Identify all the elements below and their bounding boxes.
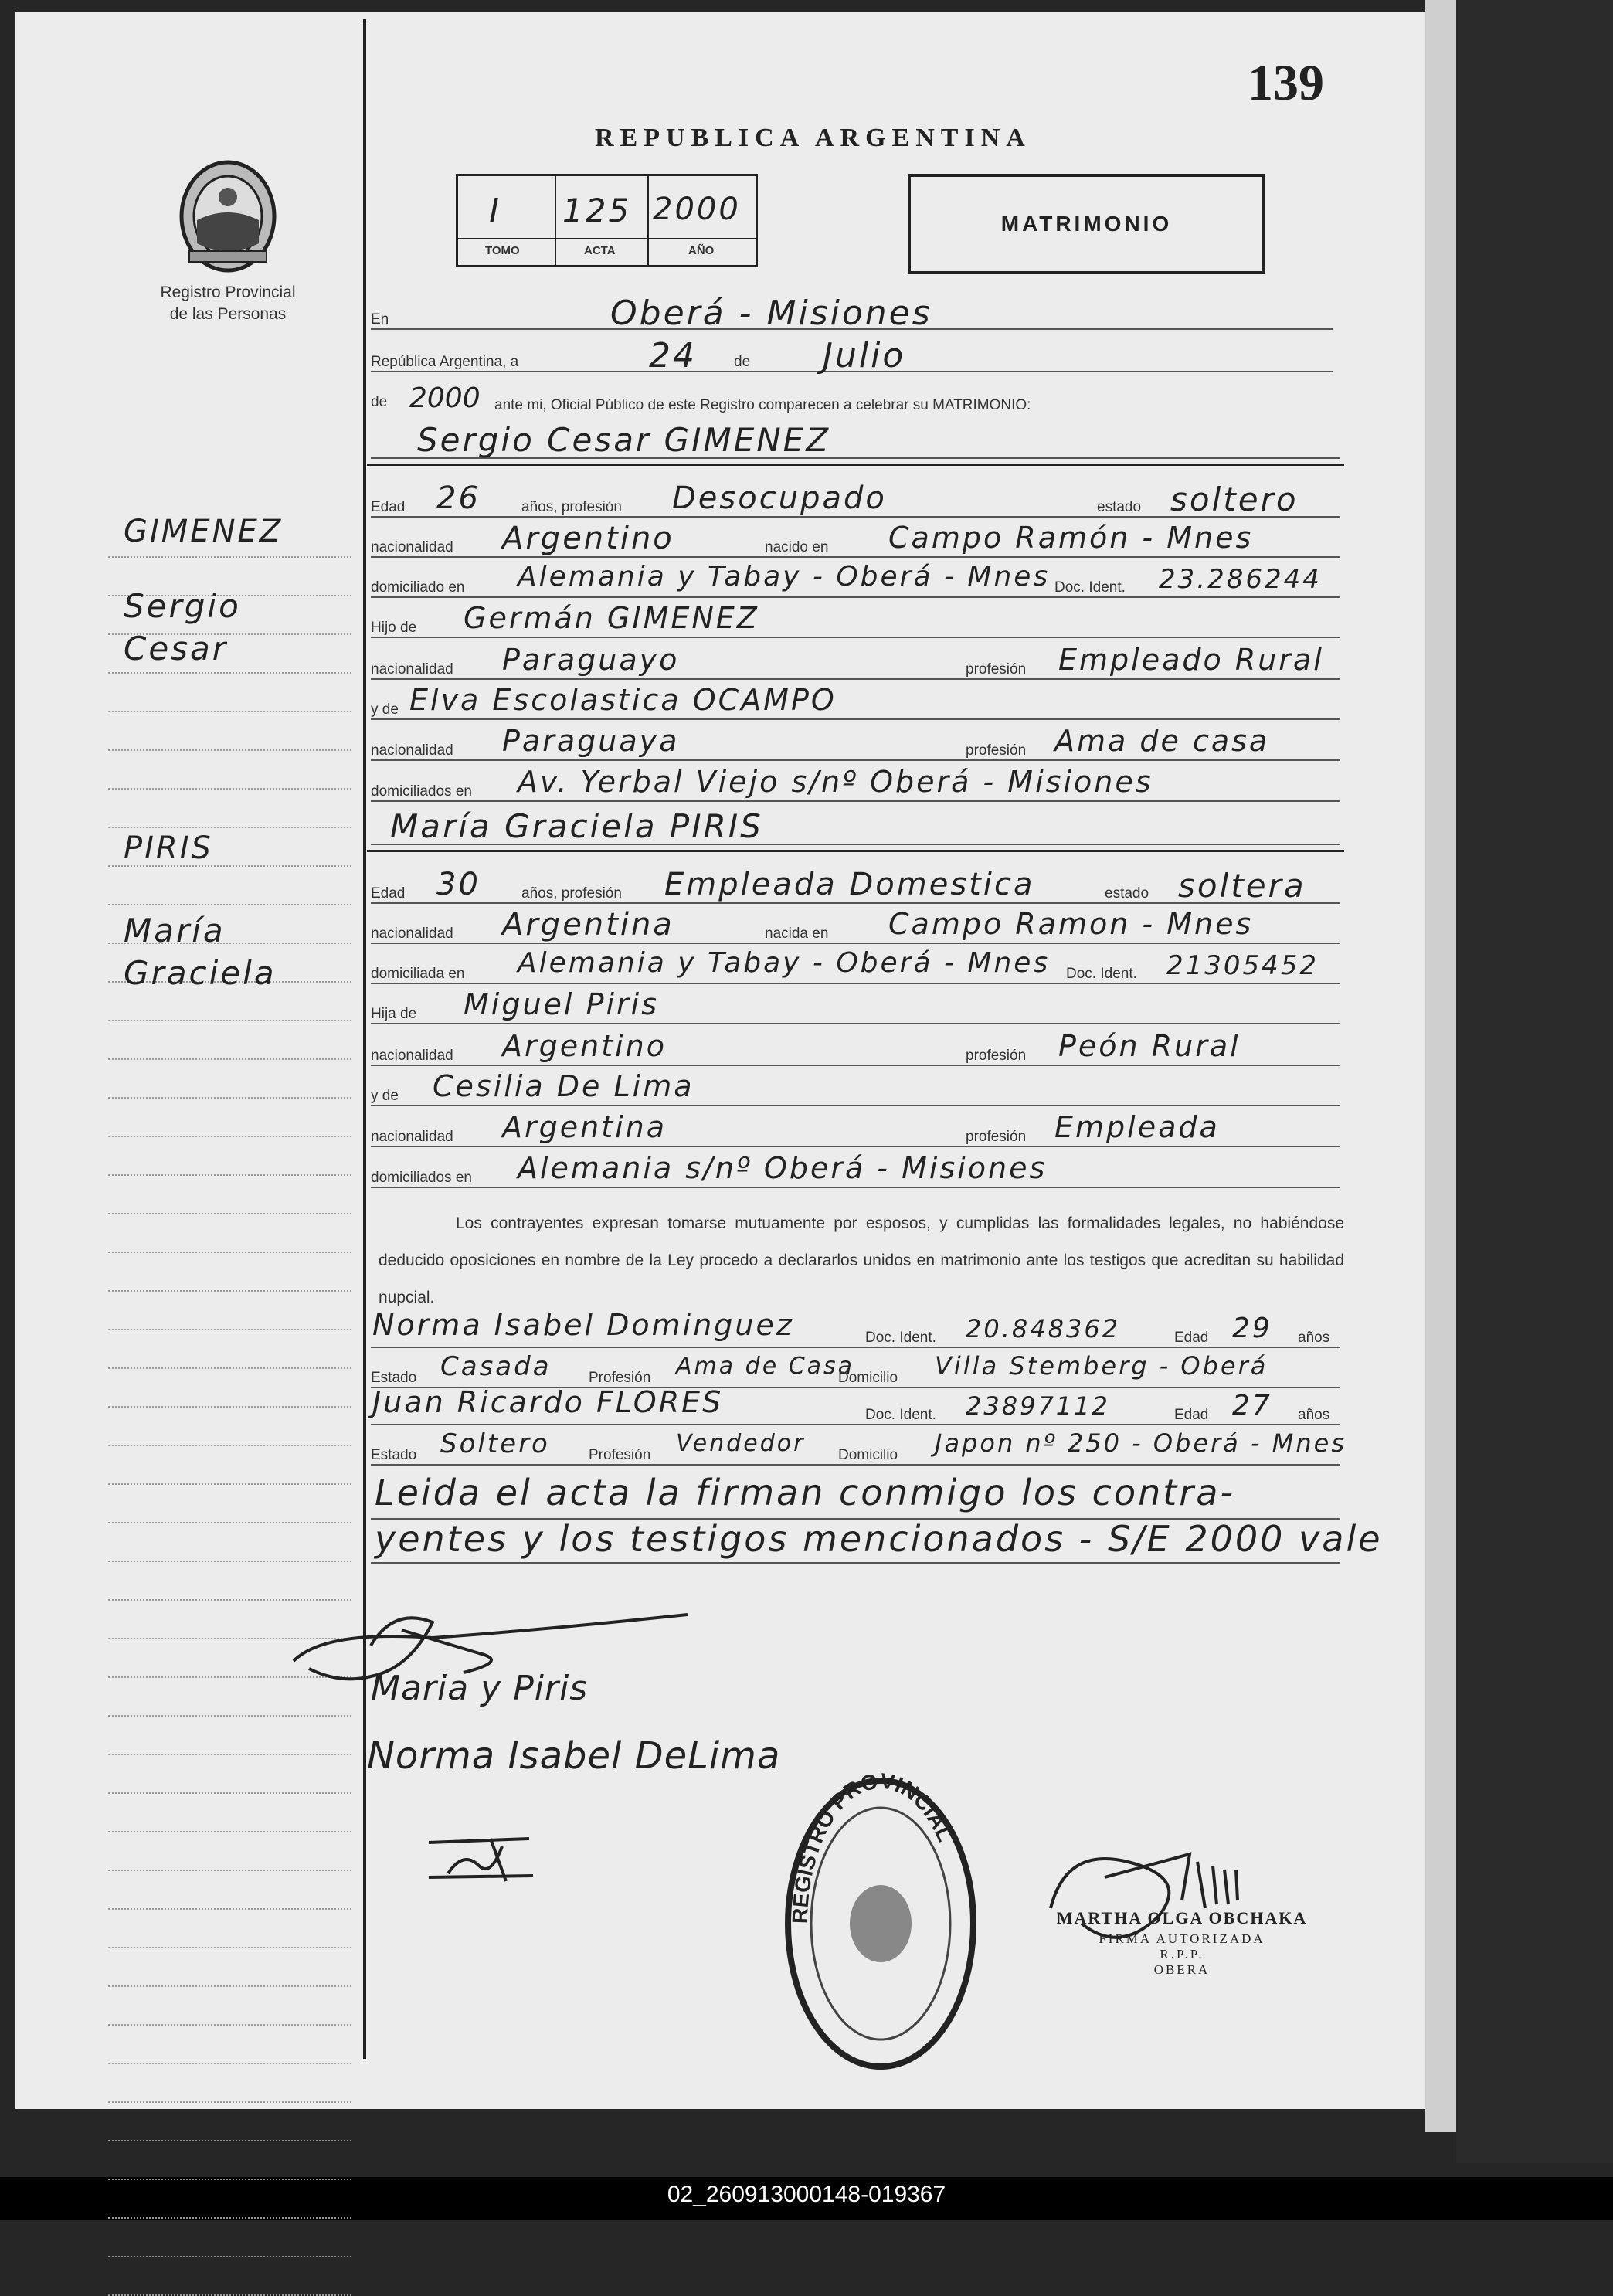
tomo-acta-box [456, 174, 758, 267]
margin-dotted-line [108, 2140, 351, 2141]
witness-edad-label: Edad [1174, 1407, 1209, 1423]
form-rule [371, 596, 1340, 598]
age-value: 30 [436, 867, 481, 902]
nationality-value: Argentina [502, 907, 674, 943]
parents-address-value: Alemania s/nº Oberá - Misiones [518, 1151, 1048, 1185]
status-value: soltero [1170, 481, 1299, 518]
witness2-signature [417, 1831, 541, 1885]
father-profession-value: Peón Rural [1058, 1029, 1241, 1063]
margin-dotted-line [108, 1561, 351, 1562]
official-office: OBERA [1153, 1962, 1211, 1977]
margin-dotted-line [108, 788, 351, 790]
doc-value: 21305452 [1166, 950, 1319, 981]
ano-label: AÑO [688, 244, 715, 257]
acta-value: 125 [562, 192, 632, 229]
nacido-label: nacida en [765, 926, 829, 942]
margin-dotted-line [108, 1290, 351, 1292]
ante-text: ante mi, Oficial Público de este Registro comparecen a celebrar su MATRIMONIO: [494, 397, 1031, 413]
form-rule [371, 1187, 1340, 1188]
witness-domicilio-label: Domicilio [838, 1370, 898, 1386]
estado-label: estado [1105, 885, 1149, 902]
form-rule [371, 759, 1340, 761]
rule-groom-sep [367, 464, 1344, 466]
margin-dotted-line [108, 1252, 351, 1253]
profession-value: Empleada Domestica [664, 867, 1035, 902]
witness-status: Casada [440, 1351, 552, 1382]
witness-domicilio-label: Domicilio [838, 1447, 898, 1463]
month-value: Julio [823, 336, 906, 375]
registry-line2: de las Personas [169, 305, 287, 323]
mother-profession-label: profesión [966, 1129, 1027, 1145]
margin-bride-name2: Graciela [124, 954, 277, 992]
tomo-label: TOMO [485, 244, 520, 257]
margin-dotted-line [108, 1174, 351, 1176]
ano-value: 2000 [653, 192, 741, 227]
witness-anos-label: años [1298, 1330, 1330, 1346]
witness-age: 29 [1232, 1313, 1272, 1344]
witness-doc-label: Doc. Ident. [865, 1407, 936, 1423]
closing-line1: Leida el acta la firman conmigo los contra- [375, 1472, 1235, 1513]
tomo-value: I [489, 192, 501, 231]
bride-signature: Maria y Piris [371, 1669, 589, 1708]
official-seal [1035, 1908, 1329, 1978]
mother-nationality-value: Argentina [502, 1110, 667, 1144]
witness1-signature: Norma Isabel DeLima [367, 1734, 781, 1778]
registry-stamp [776, 1769, 985, 2078]
father-value: Germán GIMENEZ [464, 601, 759, 635]
coat-of-arms-icon [174, 158, 282, 274]
margin-dotted-line [108, 2217, 351, 2219]
nacionalidad-label: nacionalidad [371, 539, 453, 555]
margin-dotted-line [108, 1020, 351, 1021]
country-title: REPUBLICA ARGENTINA [595, 124, 1031, 152]
form-rule [371, 637, 1340, 638]
margin-groom-name1: Sergio [124, 587, 241, 625]
margin-dotted-line [108, 2256, 351, 2257]
witness-doc: 20.848362 [966, 1314, 1121, 1343]
parents-address-value: Av. Yerbal Viejo s/nº Oberá - Misiones [518, 765, 1153, 799]
margin-dotted-line [108, 1213, 351, 1214]
declaration-text: Los contrayentes expresan tomarse mutuamente por esposos, y cumplidas las formalidades legales, no habiéndose deducido oposiciones en nombre de la Ley procedo a declararlos unidos en matrimonio ante los testigos que acreditan su habilidad nupcial. [379, 1214, 1344, 1306]
father-profession-value: Empleado Rural [1058, 643, 1324, 677]
y-de-label: y de [371, 1088, 399, 1104]
witness-estado-label: Estado [371, 1370, 417, 1386]
father-nationality-label: nacionalidad [371, 1048, 453, 1064]
doc-ident-label: Doc. Ident. [1054, 579, 1126, 596]
father-profession-label: profesión [966, 661, 1027, 678]
doc-value: 23.286244 [1159, 564, 1322, 595]
status-value: soltera [1178, 867, 1306, 905]
footer-bar [0, 2177, 1613, 2220]
witness-profesion-label: Profesión [589, 1447, 651, 1463]
acta-label: ACTA [584, 244, 616, 257]
mother-value: Cesilia De Lima [433, 1069, 694, 1103]
margin-divider [363, 19, 366, 2059]
stamp-text: REGISTRO PROVINCIAL [787, 1769, 958, 1924]
birthplace-value: Campo Ramon - Mnes [888, 907, 1254, 941]
witness-profession: Vendedor [676, 1430, 806, 1457]
margin-groom-surname: GIMENEZ [124, 514, 284, 549]
nacido-label: nacido en [765, 539, 829, 555]
margin-dotted-line [108, 2024, 351, 2026]
form-rule [371, 983, 1340, 984]
margin-bride-name1: María [124, 912, 226, 949]
witness-age: 27 [1232, 1390, 1272, 1421]
margin-dotted-line [108, 1367, 351, 1369]
witness-estado-label: Estado [371, 1447, 417, 1463]
domiciliados-label: domiciliados en [371, 783, 472, 800]
nationality-value: Argentino [502, 521, 674, 556]
margin-dotted-line [108, 2101, 351, 2103]
edad-label: Edad [371, 885, 406, 902]
mother-profession-value: Ama de casa [1054, 724, 1270, 758]
de-label: de [734, 354, 751, 370]
margin-groom-name2: Cesar [124, 630, 229, 667]
registry-name [131, 282, 324, 325]
margin-dotted-line [108, 1754, 351, 1755]
republica-label: República Argentina, a [371, 354, 519, 370]
form-rule [371, 1065, 1340, 1066]
mother-profession-label: profesión [966, 742, 1027, 759]
page-edge [1425, 0, 1456, 2132]
witness-doc: 23897112 [966, 1391, 1110, 1421]
margin-dotted-line [108, 1870, 351, 1871]
mother-nationality-label: nacionalidad [371, 1129, 453, 1145]
mother-nationality-label: nacionalidad [371, 742, 453, 759]
mother-value: Elva Escolastica OCAMPO [409, 683, 837, 717]
margin-dotted-line [108, 1831, 351, 1832]
margin-dotted-line [108, 711, 351, 712]
margin-dotted-line [108, 672, 351, 674]
domiciliado-label: domiciliado en [371, 579, 465, 596]
doc-ident-label: Doc. Ident. [1066, 966, 1137, 982]
margin-dotted-line [108, 1522, 351, 1523]
margin-dotted-line [108, 1483, 351, 1485]
father-value: Miguel Piris [464, 987, 660, 1021]
official-name: MARTHA OLGA OBCHAKA [1056, 1908, 1308, 1927]
year-value: 2000 [409, 382, 481, 414]
witness-name: Norma Isabel Dominguez [372, 1308, 794, 1342]
witness-profesion-label: Profesión [589, 1370, 651, 1386]
witness-address: Villa Stemberg - Oberá [935, 1351, 1268, 1381]
form-rule [371, 1347, 1340, 1348]
margin-dotted-line [108, 749, 351, 751]
address-value: Alemania y Tabay - Oberá - Mnes [518, 947, 1051, 979]
form-rule [371, 1023, 1340, 1024]
birthplace-value: Campo Ramón - Mnes [888, 521, 1254, 555]
form-rule [371, 1424, 1340, 1425]
rule-bride-sep [367, 850, 1344, 852]
edad-label: Edad [371, 499, 406, 515]
nacionalidad-label: nacionalidad [371, 926, 453, 942]
age-value: 26 [436, 481, 481, 516]
father-profession-label: profesión [966, 1048, 1027, 1064]
witness-anos-label: años [1298, 1407, 1330, 1423]
witness-edad-label: Edad [1174, 1330, 1209, 1346]
rule-closing-2 [371, 1562, 1340, 1564]
margin-dotted-line [108, 1406, 351, 1408]
official-role: FIRMA AUTORIZADA [1099, 1931, 1265, 1946]
registry-line1: Registro Provincial [160, 284, 296, 301]
box-divider [458, 238, 756, 239]
form-rule [371, 1464, 1340, 1466]
margin-bride-surname: PIRIS [124, 830, 213, 866]
background-right [1456, 0, 1613, 2163]
closing-line2: yentes y los testigos mencionados - S/E 2000 vale [375, 1518, 1383, 1560]
anos-profesion-label: años, profesión [521, 885, 622, 902]
witness-address: Japon nº 250 - Oberá - Mnes [935, 1428, 1346, 1458]
father-nationality-label: nacionalidad [371, 661, 453, 678]
form-rule [371, 556, 1340, 558]
witness-doc-label: Doc. Ident. [865, 1330, 936, 1346]
official-org: R.P.P. [1160, 1947, 1204, 1961]
place-value: Oberá - Misiones [610, 294, 932, 333]
address-value: Alemania y Tabay - Oberá - Mnes [518, 561, 1051, 593]
form-rule [371, 718, 1340, 720]
margin-dotted-line [108, 1445, 351, 1446]
margin-dotted-line [108, 1058, 351, 1060]
file-id: 02_260913000148-019367 [667, 2182, 946, 2207]
margin-dotted-line [108, 1329, 351, 1330]
profession-value: Desocupado [672, 481, 887, 516]
y-de-label: y de [371, 701, 399, 718]
de2-label: de [371, 394, 388, 410]
form-rule [371, 943, 1340, 944]
mother-nationality-value: Paraguaya [502, 724, 680, 758]
margin-dotted-line [108, 1715, 351, 1717]
act-type-box: MATRIMONIO [908, 174, 1265, 274]
margin-dotted-line [108, 827, 351, 828]
groom-full-name: Sergio Cesar GIMENEZ [417, 421, 830, 459]
father-nationality-value: Argentino [502, 1029, 667, 1063]
margin-dotted-line [108, 904, 351, 905]
margin-dotted-line [108, 1136, 351, 1137]
margin-dotted-line [108, 1792, 351, 1794]
mother-profession-value: Empleada [1054, 1110, 1220, 1144]
hijo-de-label: Hija de [371, 1006, 417, 1022]
day-value: 24 [649, 336, 697, 375]
domiciliado-label: domiciliada en [371, 966, 465, 982]
margin-dotted-line [108, 1097, 351, 1099]
father-nationality-value: Paraguayo [502, 643, 680, 677]
margin-dotted-line [108, 1947, 351, 1948]
margin-dotted-line [108, 2179, 351, 2180]
hijo-de-label: Hijo de [371, 620, 417, 636]
margin-dotted-line [108, 556, 351, 558]
margin-dotted-line [108, 1908, 351, 1910]
witness-status: Soltero [440, 1428, 550, 1459]
en-label: En [371, 311, 389, 328]
form-rule [371, 800, 1340, 802]
margin-dotted-line [108, 1985, 351, 1987]
domiciliados-label: domiciliados en [371, 1170, 472, 1186]
form-rule [371, 1146, 1340, 1147]
estado-label: estado [1097, 499, 1142, 515]
bride-full-name: María Graciela PIRIS [390, 807, 763, 845]
form-rule [371, 1105, 1340, 1106]
witness-profession: Ama de Casa [676, 1353, 855, 1380]
form-rule [371, 678, 1340, 680]
witness-name: Juan Ricardo FLORES [372, 1385, 724, 1419]
page-number: 139 [1248, 55, 1324, 111]
margin-dotted-line [108, 2063, 351, 2064]
anos-profesion-label: años, profesión [521, 499, 622, 515]
